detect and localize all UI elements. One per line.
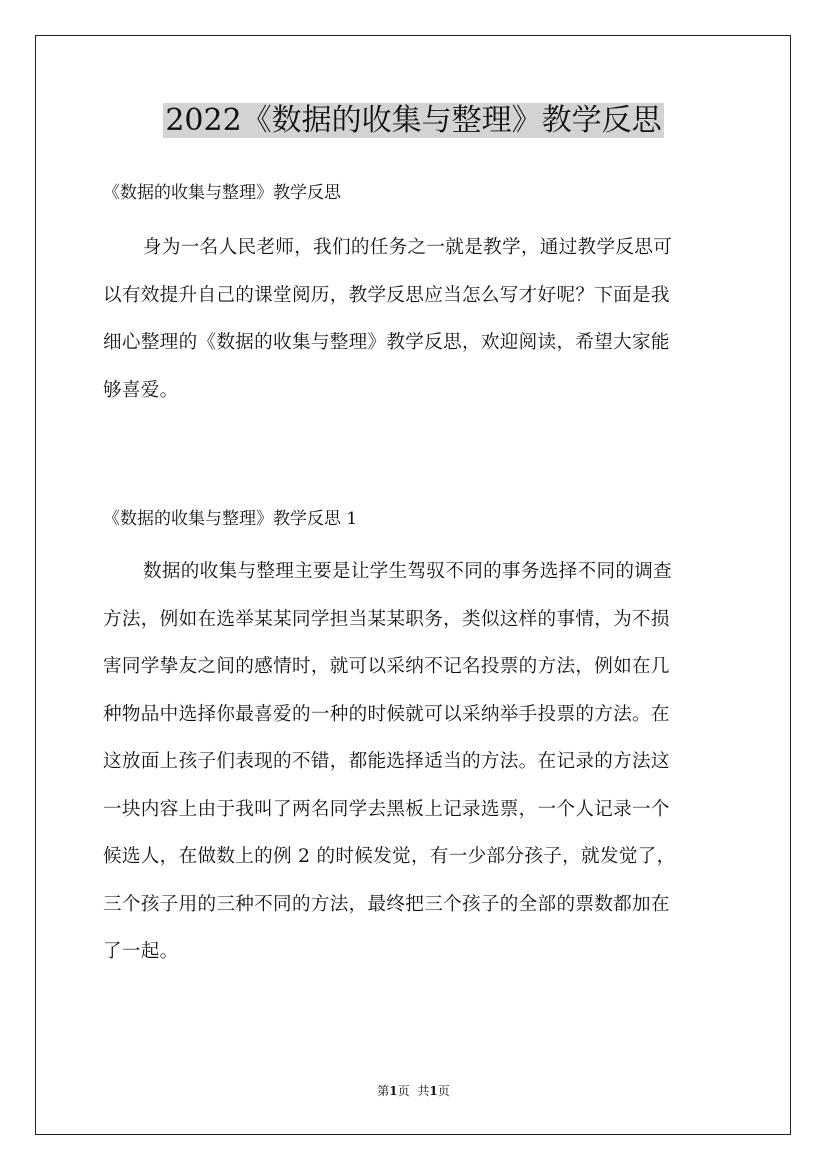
section1-heading: 《数据的收集与整理》教学反思 1 <box>103 509 358 529</box>
section1-paragraph <box>103 560 675 988</box>
footer-total-number: 1 <box>429 1084 438 1098</box>
footer-page-suffix: 页 <box>397 1084 410 1098</box>
section1-line: 种物品中选择你最喜爱的一种的时候就可以采纳举手投票的方法。在 <box>103 703 670 725</box>
intro-heading: 《数据的收集与整理》教学反思 <box>103 183 341 203</box>
document-title-text: 2022《数据的收集与整理》教学反思 <box>165 103 662 138</box>
footer-page-number: 1 <box>389 1084 398 1098</box>
section1-line: 候选人，在做数上的例 2 的时候发觉，有一少部分孩子，就发觉了， <box>103 846 676 867</box>
footer-total-prefix: 共 <box>417 1084 430 1098</box>
page-footer <box>0 1083 827 1099</box>
section1-line: 这放面上孩子们表现的不错，都能选择适当的方法。在记录的方法这 <box>103 751 670 772</box>
section1-line: 一块内容上由于我叫了两名同学去黑板上记录选票，一个人记录一个 <box>103 798 670 820</box>
section1-line: 三个孩子用的三种不同的方法，最终把三个孩子的全部的票数都加在 <box>103 893 670 915</box>
section1-line: 数据的收集与整理主要是让学生驾驭不同的事务选择不同的调查 <box>143 561 673 582</box>
intro-line: 细心整理的《数据的收集与整理》教学反思，欢迎阅读，希望大家能 <box>103 332 670 353</box>
intro-line: 身为一名人民老师，我们的任务之一就是教学，通过教学反思可 <box>143 237 673 258</box>
intro-line: 以有效提升自己的课堂阅历，教学反思应当怎么写才好呢？下面是我 <box>103 284 670 306</box>
intro-paragraph <box>103 236 672 426</box>
section1-line: 了一起。 <box>103 941 179 962</box>
document-title <box>0 101 827 141</box>
footer-page-prefix: 第 <box>377 1084 390 1098</box>
footer-total-suffix: 页 <box>437 1084 450 1098</box>
section1-line: 害同学挚友之间的感情时，就可以采纳不记名投票的方法，例如在几 <box>103 656 670 677</box>
section1-line: 方法，例如在选举某某同学担当某某职务，类似这样的事情，为不损 <box>103 608 670 630</box>
intro-line: 够喜爱。 <box>103 379 179 401</box>
